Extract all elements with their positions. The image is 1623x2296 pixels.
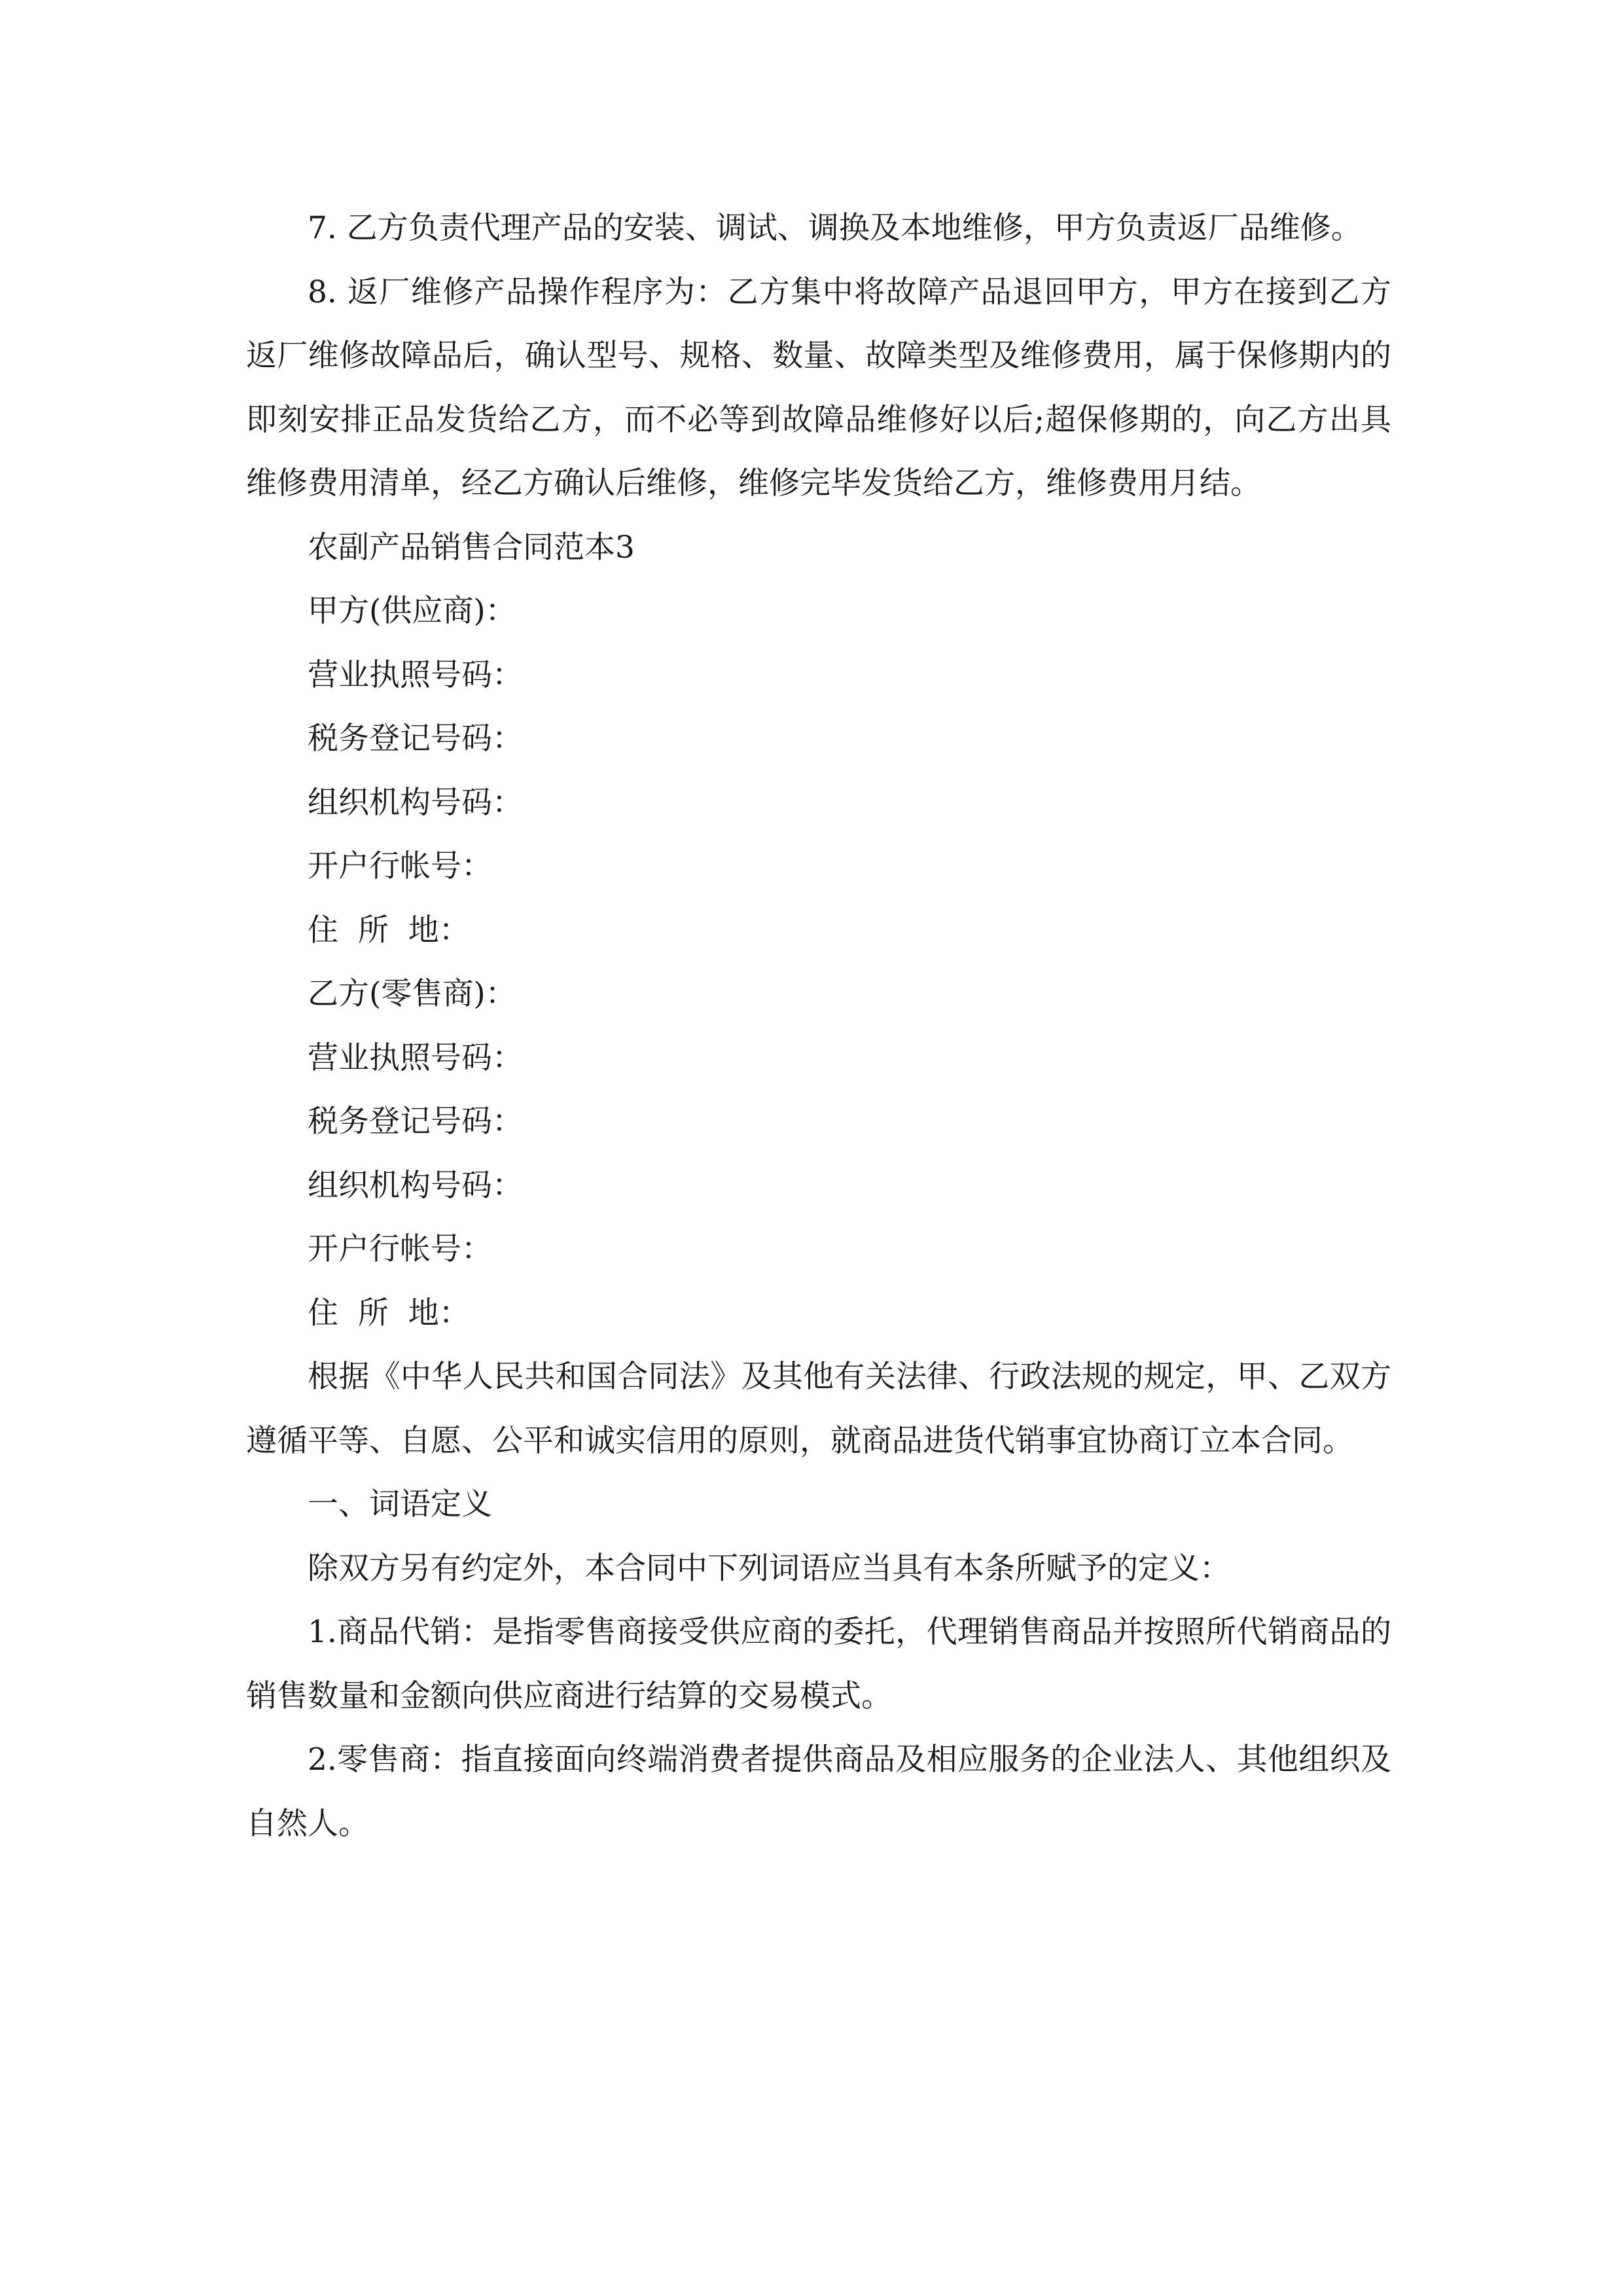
section-heading-definitions: 一、词语定义 [308,1486,492,1522]
party-a-address: 住 所 地： [308,912,470,948]
party-a-organization-code: 组织机构号码： [308,784,523,821]
preamble-paragraph: 根据《中华人民共和国合同法》及其他有关法律、行政法规的规定，甲、乙双方遵循平等、自愿、公平和诚实信用的原则，就商品进货代销事宜协商订立本合同。 [246,1359,1391,1459]
clause-8: 8. 返厂维修产品操作程序为：乙方集中将故障产品退回甲方，甲方在接到乙方返厂维修故障品后，确认型号、规格、数量、故障类型及维修费用，属于保修期内的即刻安排正品发货给乙方，而不必等到故障品维修好以后;超保修期的，向乙方出具维修费用清单，经乙方确认后维修，维修完毕发货给乙方，维修费用月结。 [246,274,1391,501]
document-body [246,196,1391,1856]
party-b-bank-account: 开户行帐号： [308,1231,492,1267]
party-a-heading: 甲方(供应商)： [308,593,516,629]
party-b-business-license: 营业执照号码： [308,1039,523,1076]
clause-7: 7. 乙方负责代理产品的安装、调试、调换及本地维修，甲方负责返厂品维修。 [308,210,1362,246]
definition-2: 2.零售商：指直接面向终端消费者提供商品及相应服务的企业法人、其他组织及自然人。 [246,1742,1391,1842]
party-a-business-license: 营业执照号码： [308,656,523,693]
party-b-organization-code: 组织机构号码： [308,1167,523,1204]
party-a-bank-account: 开户行帐号： [308,848,492,884]
party-b-tax-registration: 税务登记号码： [308,1103,523,1139]
definitions-intro: 除双方另有约定外，本合同中下列词语应当具有本条所赋予的定义： [308,1550,1230,1587]
party-b-heading: 乙方(零售商)： [308,976,516,1012]
contract-title: 农副产品销售合同范本3 [308,529,635,565]
party-b-address: 住 所 地： [308,1295,470,1331]
definition-1: 1.商品代销：是指零售商接受供应商的委托，代理销售商品并按照所代销商品的销售数量和金额向供应商进行结算的交易模式。 [246,1614,1391,1714]
party-a-tax-registration: 税务登记号码： [308,721,523,757]
